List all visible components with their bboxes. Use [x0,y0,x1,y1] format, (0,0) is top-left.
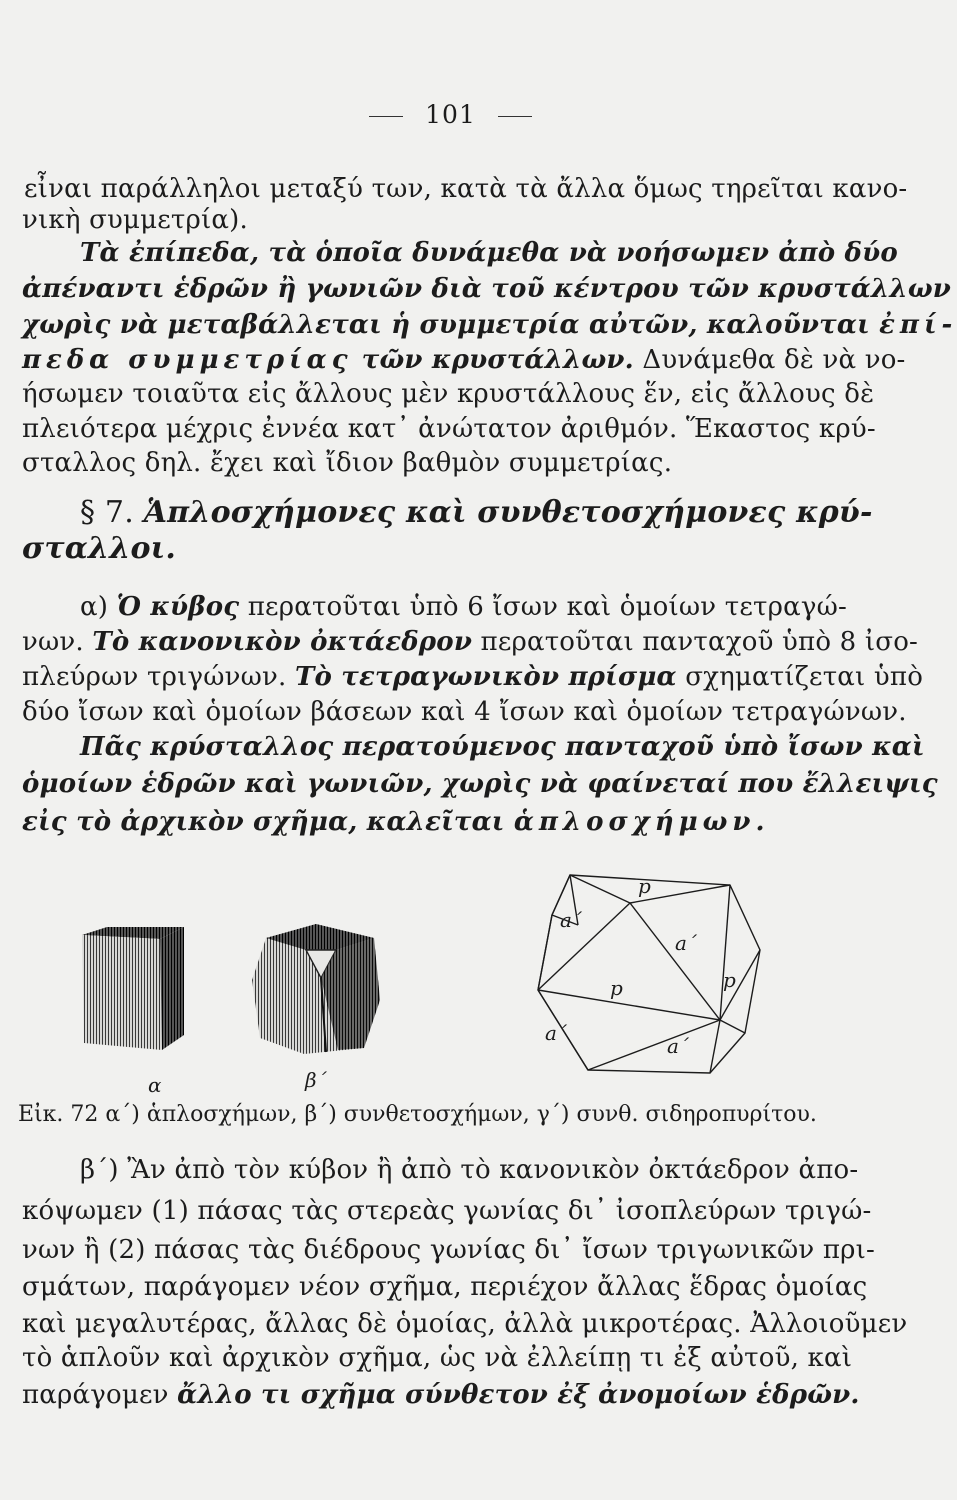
text-run: § 7. [80,495,144,530]
text-run: σταλλος δηλ. ἔχει καὶ ἴδιον βαθμὸν συμμετρίας. [22,448,673,478]
text-run: περατοῦται ὑπὸ 6 ἴσων καὶ ὁμοίων τετραγώ- [239,592,847,622]
text-run: πλειότερα μέχρις ἐννέα κατ᾽ ἀνώτατον ἀριθμόν. Ἕκαστος κρύ- [22,414,876,444]
section-heading-line [80,495,873,530]
section-heading-line [22,532,782,566]
text-run: ἐπί- [879,310,957,340]
text-run: Τὸ κανονικὸν ὀκτάεδρον [92,627,473,657]
crystal-label: a΄ [675,931,697,955]
text-run: τῶν κρυστάλλων. [352,345,634,375]
text-run: ὁμοίων ἑδρῶν καὶ γωνιῶν, χωρὶς νὰ φαίνεταί που ἔλλειψις [22,769,938,799]
figure-caption: Εἰκ. 72 α΄) ἁπλοσχήμων, β΄) συνθετοσχήμων, γ΄) συνθ. σιδηροπυρίτου. [18,1102,817,1127]
text-run: σμάτων, παράγομεν νέον σχῆμα, περιέχον ἄλλας ἕδρας ὁμοίας [22,1272,868,1302]
text-line [22,377,875,411]
crystal-label: a΄ [667,1034,689,1058]
figure-truncated-cube [246,920,386,1060]
text-line [22,695,907,729]
text-run: δύο ἴσων καὶ ὁμοίων βάσεων καὶ 4 ἴσων καὶ ὁμοίων τετραγώνων. [22,697,907,727]
text-run: εἶναι παράλληλοι μεταξύ των, κατὰ τὰ ἄλλα ὅμως τηρεῖται κανο- [24,174,908,204]
text-line [24,172,908,206]
text-run: α) [80,592,117,622]
crystal-label: a΄ [560,908,582,932]
text-run: β΄) Ἂν ἀπὸ τὸν κύβον ἢ ἀπὸ τὸ κανονικὸν ὀκτάεδρον ἀπο- [80,1155,859,1185]
text-run: Τὸ τετραγωνικὸν πρίσμα [294,662,677,692]
text-run: πλεύρων τριγώνων. [22,662,295,692]
text-line [80,590,847,624]
text-line [80,236,898,270]
text-line [22,343,906,377]
text-run: Τὰ ἐπίπεδα, τὰ ὁποῖα δυνάμεθα νὰ νοήσωμεν ἀπὸ δύο [80,238,898,268]
text-run: χωρὶς νὰ μεταβάλλεται ἡ συμμετρία αὐτῶν, καλοῦνται [22,310,880,340]
text-line [22,1233,876,1267]
text-line [22,805,782,839]
text-run: παράγομεν [22,1380,178,1410]
text-line [80,730,925,764]
crystal-label: p [723,968,736,992]
text-line [22,308,957,342]
text-run: Ἁπλοσχήμονες καὶ συνθετοσχήμονες κρύ- [143,495,873,530]
text-line [22,660,924,694]
crystal-label: p [638,874,651,898]
text-run: ἁπλοσχήμων. [513,807,770,837]
figure-cube [72,925,192,1060]
dash-left [369,116,403,117]
text-line [22,1341,853,1375]
text-line [22,272,952,306]
text-run: πεδα συμμετρίας [22,345,353,375]
text-run: νων. [22,627,93,657]
text-line [22,625,919,659]
text-run: ἀπέναντι ἑδρῶν ἢ γωνιῶν διὰ τοῦ κέντρου τῶν κρυστάλλων [22,274,952,304]
text-line [22,203,782,237]
text-line [22,1270,868,1304]
text-run: Ὁ κύβος [116,592,240,622]
figure-label-a: α [148,1073,162,1097]
text-run: νων ἢ (2) πάσας τὰς διέδρους γωνίας δι᾽ ἴσων τριγωνικῶν πρι- [22,1235,876,1265]
text-line [80,1153,859,1187]
text-line [22,412,876,446]
text-run: Πᾶς κρύσταλλος περατούμενος πανταχοῦ ὑπὸ ἴσων καὶ [80,732,925,762]
crystal-label: p [610,976,623,1000]
text-line [22,1194,872,1228]
figure-pyrite-crystal [530,865,780,1095]
text-run: τὸ ἁπλοῦν καὶ ἀρχικὸν σχῆμα, ὡς νὰ ἐλλείπῃ τι ἐξ αὐτοῦ, καὶ [22,1343,853,1373]
text-run: κόψωμεν (1) πάσας τὰς στερεὰς γωνίας δι᾽ ἰσοπλεύρων τριγώ- [22,1196,872,1226]
text-run: νικὴ συμμετρία). [22,205,248,235]
text-line [22,1307,908,1341]
text-line [22,446,782,480]
figure-label-b: β΄ [305,1068,327,1092]
text-run: σταλλοι. [22,531,177,566]
text-line [22,1378,860,1412]
crystal-label: a΄ [545,1021,567,1045]
text-run: περατοῦται πανταχοῦ ὑπὸ 8 ἰσο- [472,627,919,657]
text-run: εἰς τὸ ἀρχικὸν σχῆμα, καλεῖται [22,807,514,837]
text-run: Δυνάμεθα δὲ νὰ νο- [633,345,906,375]
page-number: 101 [0,100,901,129]
text-run: ήσωμεν τοιαῦτα εἰς ἄλλους μὲν κρυστάλλους ἕν, εἰς ἄλλους δὲ [22,379,875,409]
text-run: ἄλλο τι σχῆμα σύνθετον ἐξ ἀνομοίων ἑδρῶν. [177,1380,860,1410]
text-run: σχηματίζεται ὑπὸ [676,662,924,692]
text-run: καὶ μεγαλυτέρας, ἄλλας δὲ ὁμοίας, ἀλλὰ μικροτέρας. Ἀλλοιοῦμεν [22,1309,908,1339]
text-line [22,767,938,801]
dash-right [498,116,532,117]
